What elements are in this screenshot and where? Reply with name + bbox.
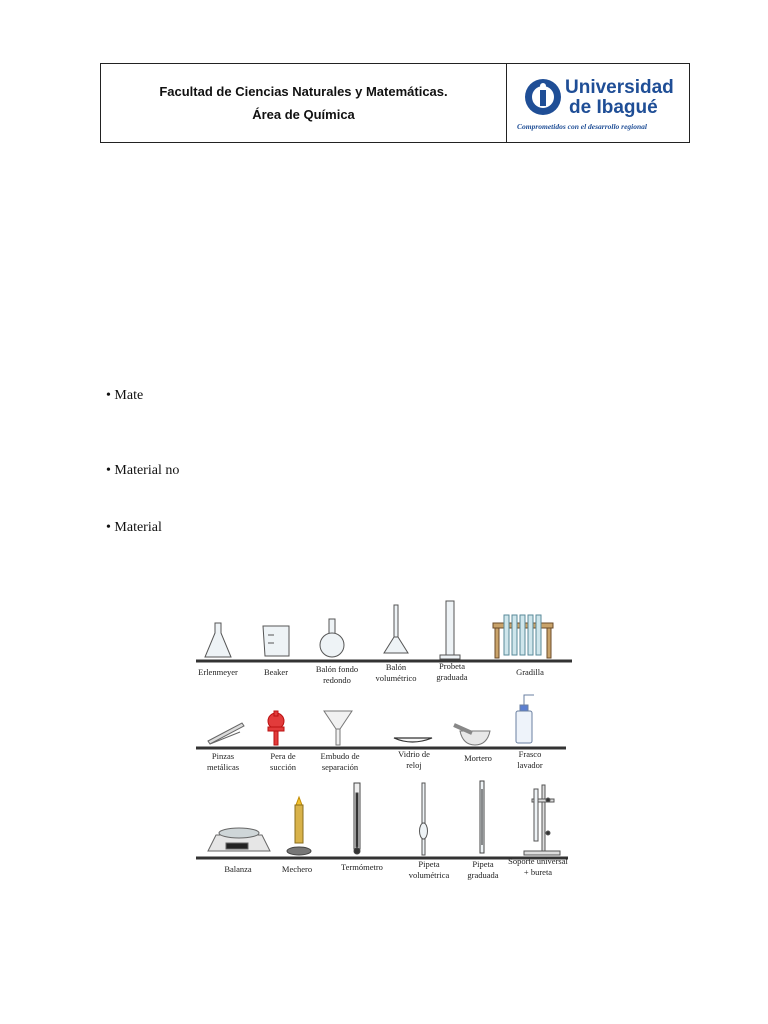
label-graduated-cylinder: Probeta graduada: [436, 661, 468, 682]
label-volumetric-pipette: Pipeta volumétrica: [408, 859, 450, 880]
university-logo: [507, 64, 689, 142]
faculty-name: Facultad de Ciencias Naturales y Matemáticas.: [159, 84, 448, 99]
support-stand-with-burette-icon: [524, 785, 560, 855]
bullet-text: Material: [114, 520, 162, 535]
bullet-text: Mate: [114, 388, 144, 403]
watch-glass-icon: [394, 738, 432, 742]
bullet-item: [106, 520, 162, 536]
suction-bulb-icon: [268, 711, 284, 745]
label-wash-bottle: Frasco lavador: [517, 749, 543, 770]
bullet-marker: •: [106, 388, 111, 403]
test-tube-rack-icon: [493, 615, 553, 658]
label-separatory-funnel: Embudo de separación: [320, 751, 360, 772]
university-logo-icon: [523, 77, 563, 117]
round-bottom-flask-icon: [320, 619, 344, 657]
thermometer-icon: [354, 783, 360, 854]
volumetric-pipette-icon: [420, 783, 428, 855]
logo-title-line1: Universidad: [565, 77, 674, 98]
label-beaker: Beaker: [263, 667, 289, 677]
faculty-title-block: [101, 64, 507, 142]
bullet-item: [106, 388, 143, 404]
label-metal-tongs: Pinzas metálicas: [206, 751, 240, 772]
erlenmeyer-flask-icon: [205, 623, 231, 657]
label-graduated-pipette: Pipeta graduada: [467, 859, 499, 880]
label-round-bottom-flask: Balón fondo redondo: [315, 664, 359, 685]
bullet-text: Material no: [114, 463, 180, 478]
graduated-cylinder-icon: [440, 601, 460, 659]
wash-bottle-icon: [516, 695, 534, 743]
logo-title: [565, 78, 674, 118]
mortar-and-pestle-icon: [454, 725, 490, 745]
graduated-pipette-icon: [480, 781, 484, 853]
label-mortar: Mortero: [464, 753, 492, 763]
balance-icon: [208, 828, 270, 851]
document-header: [100, 63, 690, 143]
label-balance: Balanza: [224, 864, 252, 874]
label-bunsen-burner: Mechero: [281, 864, 313, 874]
area-name: Área de Química: [252, 107, 355, 122]
beaker-icon: [263, 626, 289, 656]
bullet-marker: •: [106, 463, 111, 478]
label-suction-bulb: Pera de succión: [270, 751, 296, 772]
label-erlenmeyer: Erlenmeyer: [198, 667, 238, 677]
volumetric-flask-icon: [384, 605, 408, 653]
logo-tagline: Comprometidos con el desarrollo regional: [517, 122, 648, 131]
bullet-item: [106, 463, 179, 479]
label-support-stand-burette: Soporte universal + bureta: [508, 856, 568, 877]
label-volumetric-flask: Balón volumétrico: [375, 662, 417, 683]
label-thermometer: Termómetro: [341, 862, 383, 872]
separatory-funnel-icon: [324, 711, 352, 745]
metal-tongs-icon: [208, 723, 244, 744]
lab-equipment-figure: [196, 593, 574, 893]
label-watch-glass: Vidrio de reloj: [398, 749, 430, 770]
label-test-tube-rack: Gradilla: [516, 667, 544, 677]
bunsen-burner-icon: [287, 797, 311, 855]
bullet-marker: •: [106, 520, 111, 535]
logo-title-line2: de Ibagué: [569, 97, 658, 118]
